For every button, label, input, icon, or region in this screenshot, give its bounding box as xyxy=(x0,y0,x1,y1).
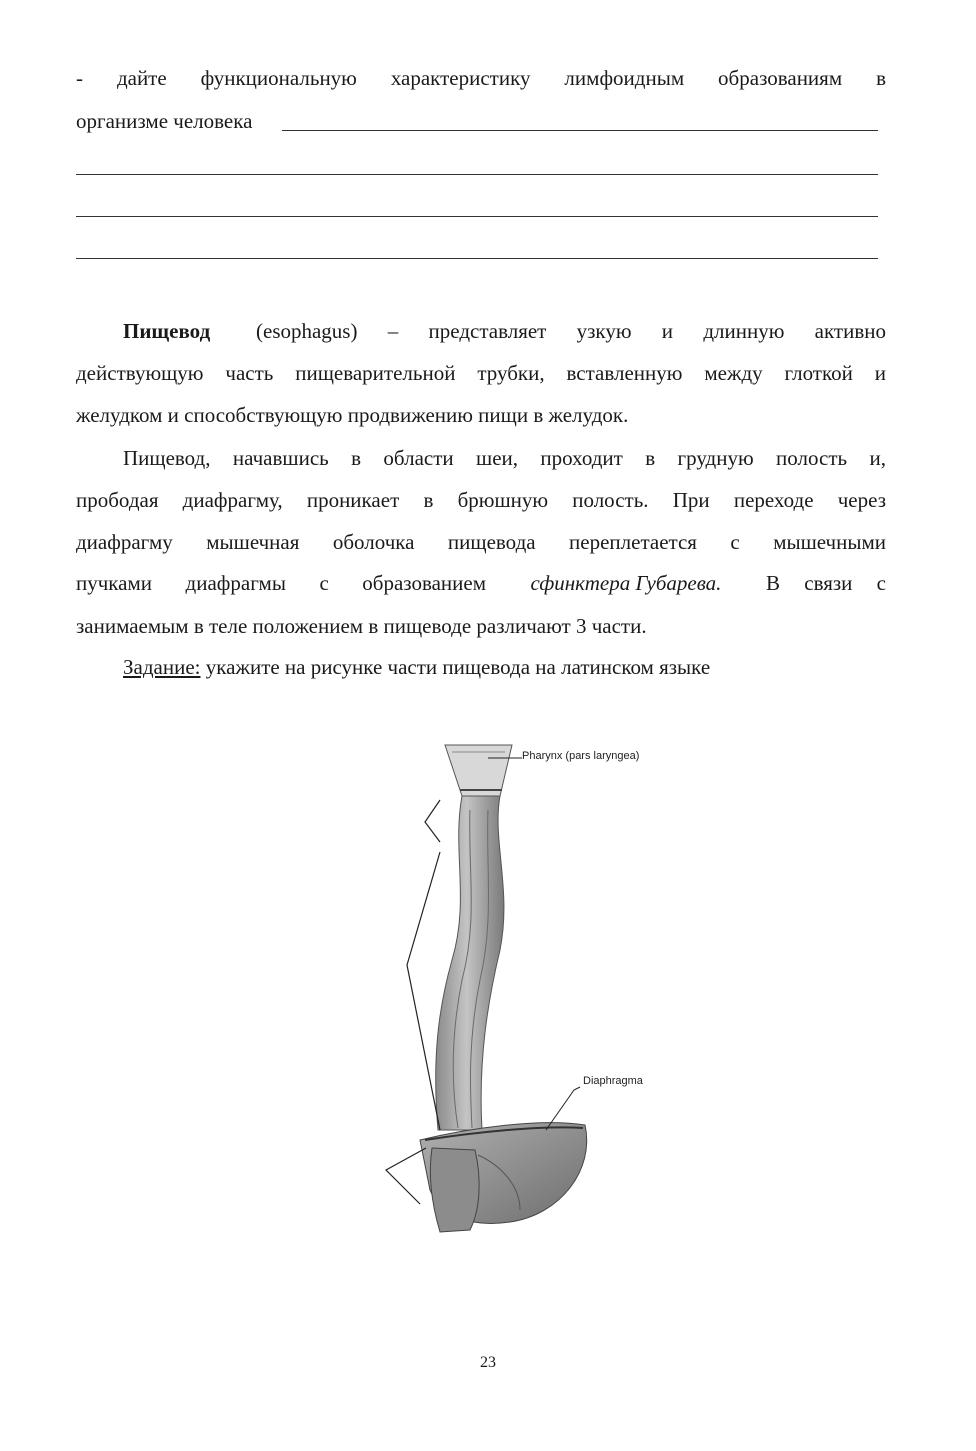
paragraph-1-line-3: желудком и способствующую продвижению пищи в желудок. xyxy=(76,403,629,427)
paragraph-2-line-1: Пищевод, начавшись в области шеи, проходит в грудную полость и, xyxy=(123,446,886,470)
bracket-abdominal xyxy=(386,1148,426,1204)
paragraph-2-line-2: прободая диафрагму, проникает в брюшную полость. При переходе через xyxy=(76,488,886,512)
bracket-thoracic xyxy=(407,852,440,1130)
term-esophagus: Пищевод xyxy=(123,319,211,343)
paragraph-2-line-4-start: пучками диафрагмы с образованием xyxy=(76,571,486,595)
assignment-label: Задание: xyxy=(123,655,201,679)
sphincter-term: сфинктера Губарева. xyxy=(530,571,722,595)
paragraph-2-line-5: занимаемым в теле положением в пищеводе различают 3 части. xyxy=(76,614,647,638)
paragraph-2-line-4-end: В связи с xyxy=(765,571,886,595)
assignment-text: укажите на рисунке части пищевода на латинском языке xyxy=(205,655,711,679)
task-intro-line-2: организме человека xyxy=(76,109,253,133)
pharynx-shape xyxy=(445,745,512,796)
label-pharynx: Pharynx (pars laryngea) xyxy=(522,750,640,762)
task-intro-line-1: - дайте функциональную характеристику лимфоидным образованиям в xyxy=(76,66,886,90)
paragraph-2-line-3: диафрагму мышечная оболочка пищевода переплетается с мышечными xyxy=(76,530,886,554)
abdominal-part-shape xyxy=(430,1148,479,1232)
label-diaphragma: Diaphragma xyxy=(583,1075,643,1087)
paragraph-1-line-2: действующую часть пищеварительной трубки, вставленную между глоткой и xyxy=(76,361,886,385)
bracket-cervical xyxy=(425,800,440,842)
page-number: 23 xyxy=(480,1354,496,1371)
paragraph-1-rest: (esophagus) – представляет узкую и длинную активно xyxy=(256,319,886,343)
